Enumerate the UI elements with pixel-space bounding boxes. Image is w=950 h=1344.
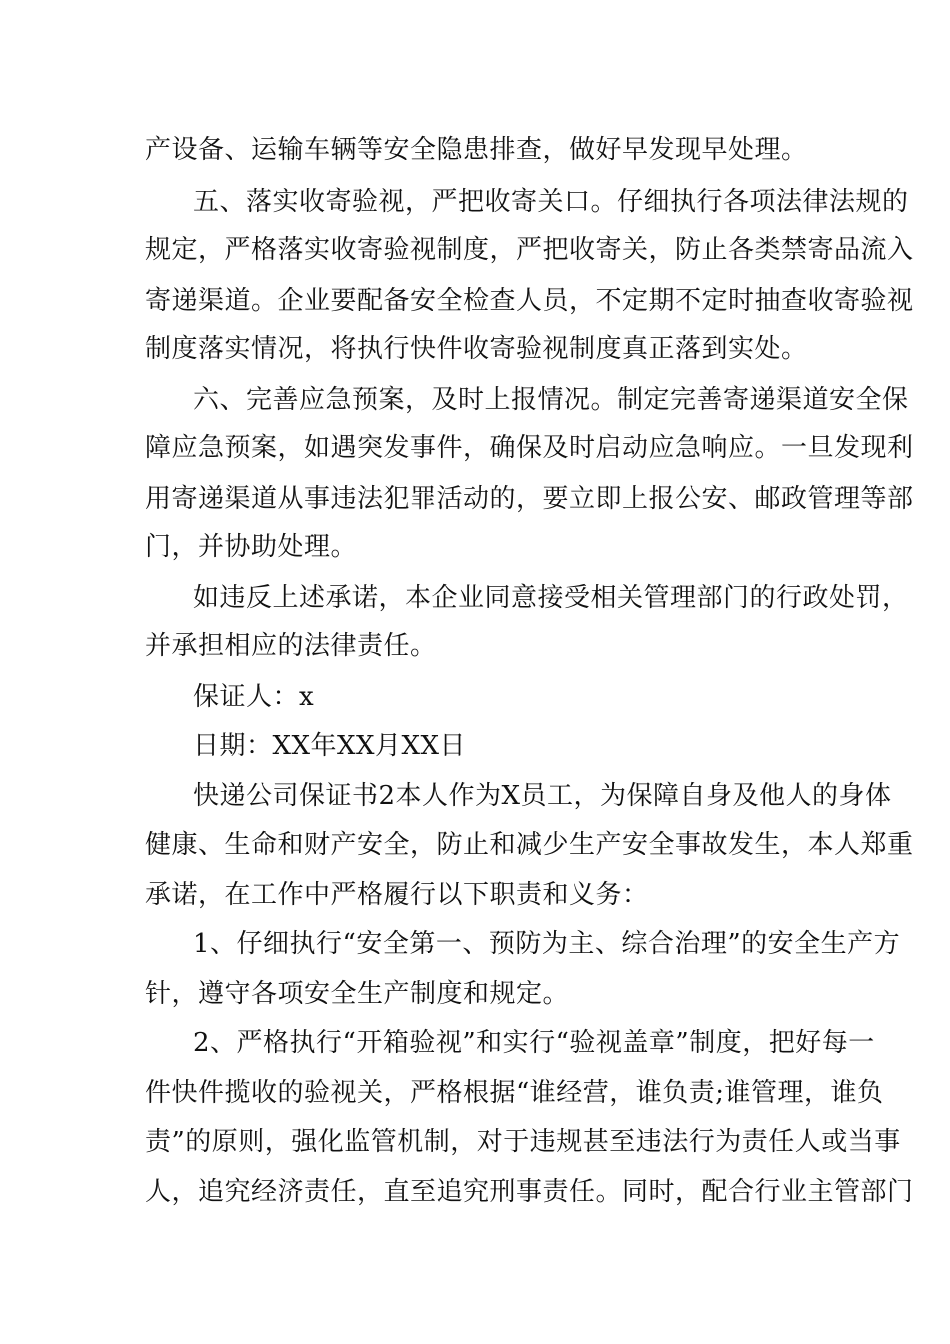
date-line: 日期：XX年XX月XX日 — [193, 731, 467, 761]
text-line: 并承担相应的法律责任。 — [145, 631, 437, 661]
text-line: 责”的原则，强化监管机制，对于违规甚至违法行为责任人或当事 — [145, 1127, 901, 1157]
text-line: 针，遵守各项安全生产制度和规定。 — [145, 979, 570, 1009]
text-line: 五、落实收寄验视，严把收寄关口。仔细执行各项法律法规的 — [193, 187, 909, 217]
text-line: 承诺，在工作中严格履行以下职责和义务： — [145, 880, 649, 910]
text-line: 产设备、运输车辆等安全隐患排查，做好早发现早处理。 — [145, 135, 808, 165]
text-line: 制度落实情况，将执行快件收寄验视制度真正落到实处。 — [145, 334, 808, 364]
signer-line: 保证人：x — [193, 682, 315, 712]
text-line: 用寄递渠道从事违法犯罪活动的，要立即上报公安、邮政管理等部 — [145, 484, 914, 514]
text-line: 如违反上述承诺，本企业同意接受相关管理部门的行政处罚， — [193, 583, 909, 613]
text-line: 1、仔细执行“安全第一、预防为主、综合治理”的安全生产方 — [193, 929, 901, 959]
text-line: 人，追究经济责任，直至追究刑事责任。同时，配合行业主管部门 — [145, 1177, 914, 1207]
text-line: 寄递渠道。企业要配备安全检查人员，不定期不定时抽查收寄验视 — [145, 286, 914, 316]
text-line: 六、完善应急预案，及时上报情况。制定完善寄递渠道安全保 — [193, 385, 909, 415]
text-line: 2、严格执行“开箱验视”和实行“验视盖章”制度，把好每一 — [193, 1028, 875, 1058]
text-line: 快递公司保证书2本人作为X员工，为保障自身及他人的身体 — [193, 781, 892, 811]
text-line: 健康、生命和财产安全，防止和减少生产安全事故发生，本人郑重 — [145, 830, 914, 860]
text-line: 件快件揽收的验视关，严格根据“谁经营，谁负责;谁管理，谁负 — [145, 1078, 884, 1108]
text-line: 障应急预案，如遇突发事件，确保及时启动应急响应。一旦发现利 — [145, 433, 914, 463]
text-line: 门，并协助处理。 — [145, 532, 358, 562]
text-line: 规定，严格落实收寄验视制度，严把收寄关，防止各类禁寄品流入 — [145, 235, 914, 265]
